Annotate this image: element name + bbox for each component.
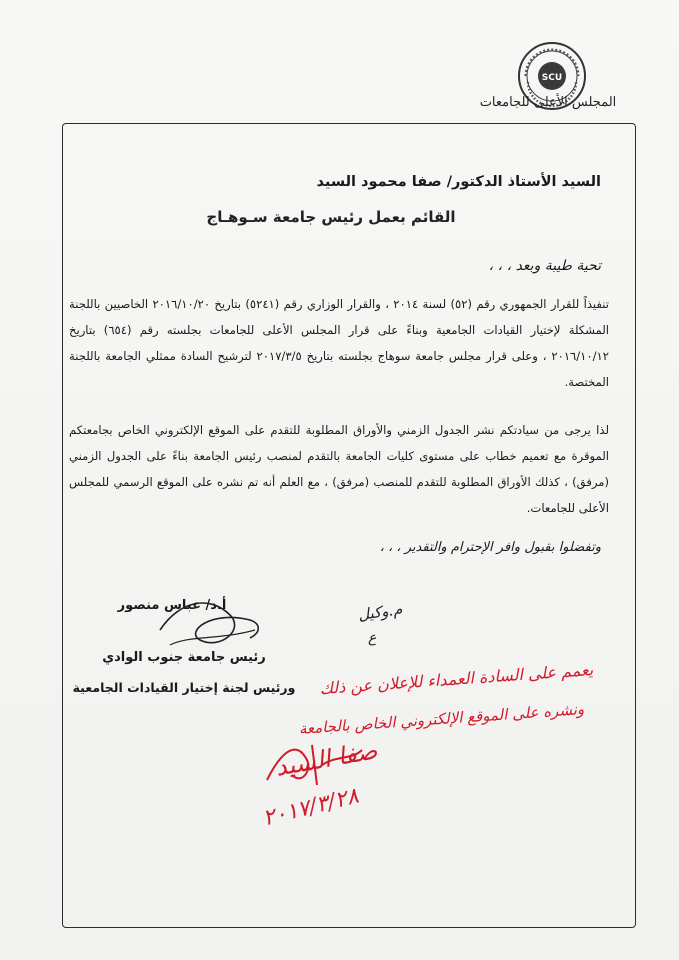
signatory-title-1: رئيس جامعة جنوب الوادي <box>102 650 266 665</box>
body-paragraph-1: تنفيذاً للقرار الجمهوري رقم (٥٢) لسنة ٢٠١٤ ، والقرار الوزاري رقم (٥٢٤١) بتاريخ ٢٠١٦/١٠/٢٠ الخاصيين باللجنة المشكلة لإختيار القيادات الجامعية وبناءً على قرار المجلس الأعلى للجامعات بجلسته رقم (٦٥٤) بتاريخ ٢٠١٦/١٠/١٢ ، وعلى قرار مجلس جامعة سوهاج بجلسته بتاريخ ٢٠١٧/٣/٥ لترشيح السادة ممثلي الجامعة باللجنة المختصة. <box>69 297 610 389</box>
closing-line: وتفضلوا بقبول وافر الإحترام والتقدير ، ، ، <box>379 540 601 555</box>
body-paragraph-2: لذا يرجى من سيادتكم نشر الجدول الزمني والأوراق المطلوبة للتقدم على الموقع الإلكتروني الخاص بجامعتكم الموقرة مع تعميم خطاب على مستوى كليات الجامعة بالتقدم لمنصب رئيس الجامعة بناءً على الجدول الزمني (مرفق) ، كذلك الأوراق المطلوبة للتقدم للمنصب (مرفق) ، مع العلم أنه تم نشره على الموقع الرسمي للمجلس الأعلى للجامعات. <box>69 423 609 515</box>
signatory-title-2: ورئيس لجنة إختيار القيادات الجامعية <box>72 680 296 695</box>
handwritten-note-red-1: يعمم على السادة العمداء للإعلان عن ذلك <box>319 660 594 699</box>
council-name: المجلس الأعلى للجامعات <box>479 95 617 110</box>
logo-abbr: SCU <box>541 73 563 83</box>
recipient-line: السيد الأستاذ الدكتور/ صفا محمود السيد <box>316 174 601 190</box>
handwritten-red-date: ٢٠١٧/٣/٢٨ <box>260 783 362 832</box>
signatory-name: أ.د/ عباس منصور <box>117 598 227 613</box>
recipient-role: القائم بعمل رئيس جامعة سـوهـاج <box>206 208 456 226</box>
handwritten-note-black-1: م.وكيل <box>356 600 404 624</box>
handwritten-red-signature: صفا السيد <box>273 736 380 782</box>
red-signature-flourish-icon <box>262 730 372 790</box>
handwritten-note-black-2: ع <box>368 630 377 646</box>
greeting: تحية طيبة وبعد ، ، ، <box>488 258 601 274</box>
handwritten-note-red-2: ونشره على الموقع الإلكتروني الخاص بالجامعة <box>298 700 585 738</box>
